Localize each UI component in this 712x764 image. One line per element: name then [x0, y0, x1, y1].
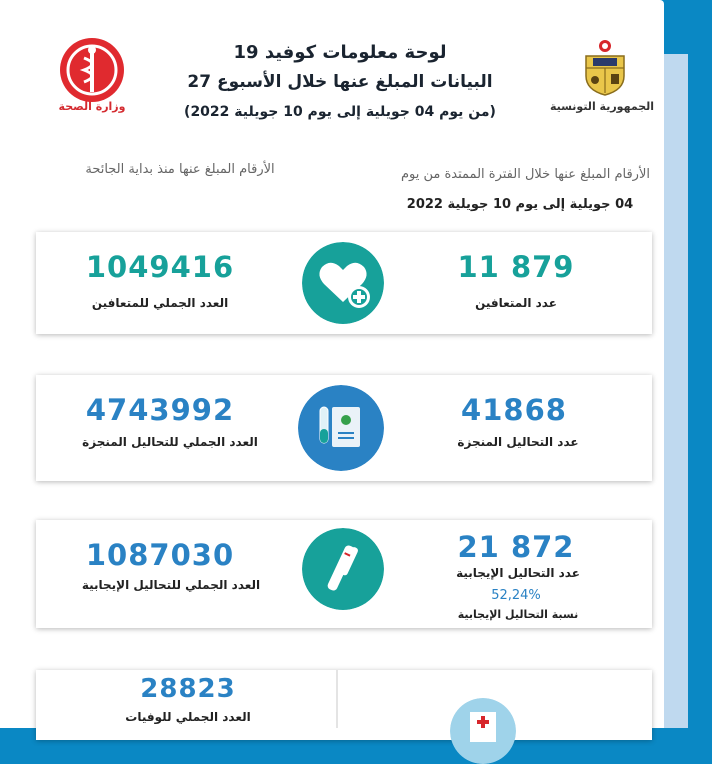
ministry-label: وزارة الصحة	[58, 100, 126, 113]
weekly-positives-label: عدد التحاليل الإيجابية	[456, 566, 580, 580]
deaths-card-divider	[336, 670, 338, 728]
positivity-rate-value: 52,24%	[491, 588, 541, 603]
total-recoveries-label: العدد الجملي للمتعافين	[91, 296, 229, 310]
page-subtitle: البيانات المبلغ عنها خلال الأسبوع 27	[187, 72, 493, 92]
positivity-rate-label: نسبة التحاليل الإيجابية	[457, 608, 579, 621]
total-positives-value: 1087030	[85, 538, 235, 572]
background-strip	[664, 54, 688, 728]
republic-label: الجمهورية التونسية	[549, 100, 655, 113]
ministry-logo-icon	[60, 38, 124, 102]
weekly-recoveries-value: 11 879	[457, 250, 575, 284]
recoveries-card	[36, 232, 652, 334]
weekly-tests-label: عدد التحاليل المنجزة	[457, 435, 579, 449]
cumulative-heading: الأرقام المبلغ عنها منذ بداية الجائحة	[85, 162, 275, 177]
weekly-recoveries-label: عدد المتعافين	[475, 296, 557, 310]
weekly-tests-value: 41868	[461, 393, 567, 427]
positives-card	[36, 520, 652, 628]
period-dates: 04 جويلية إلى يوم 10 جويلية 2022	[406, 197, 634, 212]
hospital-icon	[450, 698, 516, 764]
lab-test-icon	[298, 385, 384, 471]
tunisia-emblem-icon	[580, 38, 630, 96]
heart-plus-icon	[302, 242, 384, 324]
total-deaths-value: 28823	[140, 674, 236, 704]
total-recoveries-value: 1049416	[85, 250, 235, 284]
period-heading-text: الأرقام المبلغ عنها خلال الفترة الممتدة من يوم	[400, 167, 650, 182]
total-deaths-label: العدد الجملي للوفيات	[125, 710, 251, 724]
date-range: (من يوم 04 جويلية إلى يوم 10 جويلية 2022)	[184, 104, 496, 120]
rapid-test-icon	[302, 528, 384, 610]
page-title: لوحة معلومات كوفيد 19	[233, 42, 447, 63]
tests-card	[36, 375, 652, 481]
total-tests-label: العدد الجملي للتحاليل المنجزة	[82, 435, 258, 449]
total-positives-label: العدد الجملي للتحاليل الإيجابية	[81, 578, 261, 592]
total-tests-value: 4743992	[85, 393, 235, 427]
deaths-card	[36, 670, 652, 740]
period-heading	[350, 160, 650, 220]
weekly-positives-value: 21 872	[457, 530, 575, 564]
